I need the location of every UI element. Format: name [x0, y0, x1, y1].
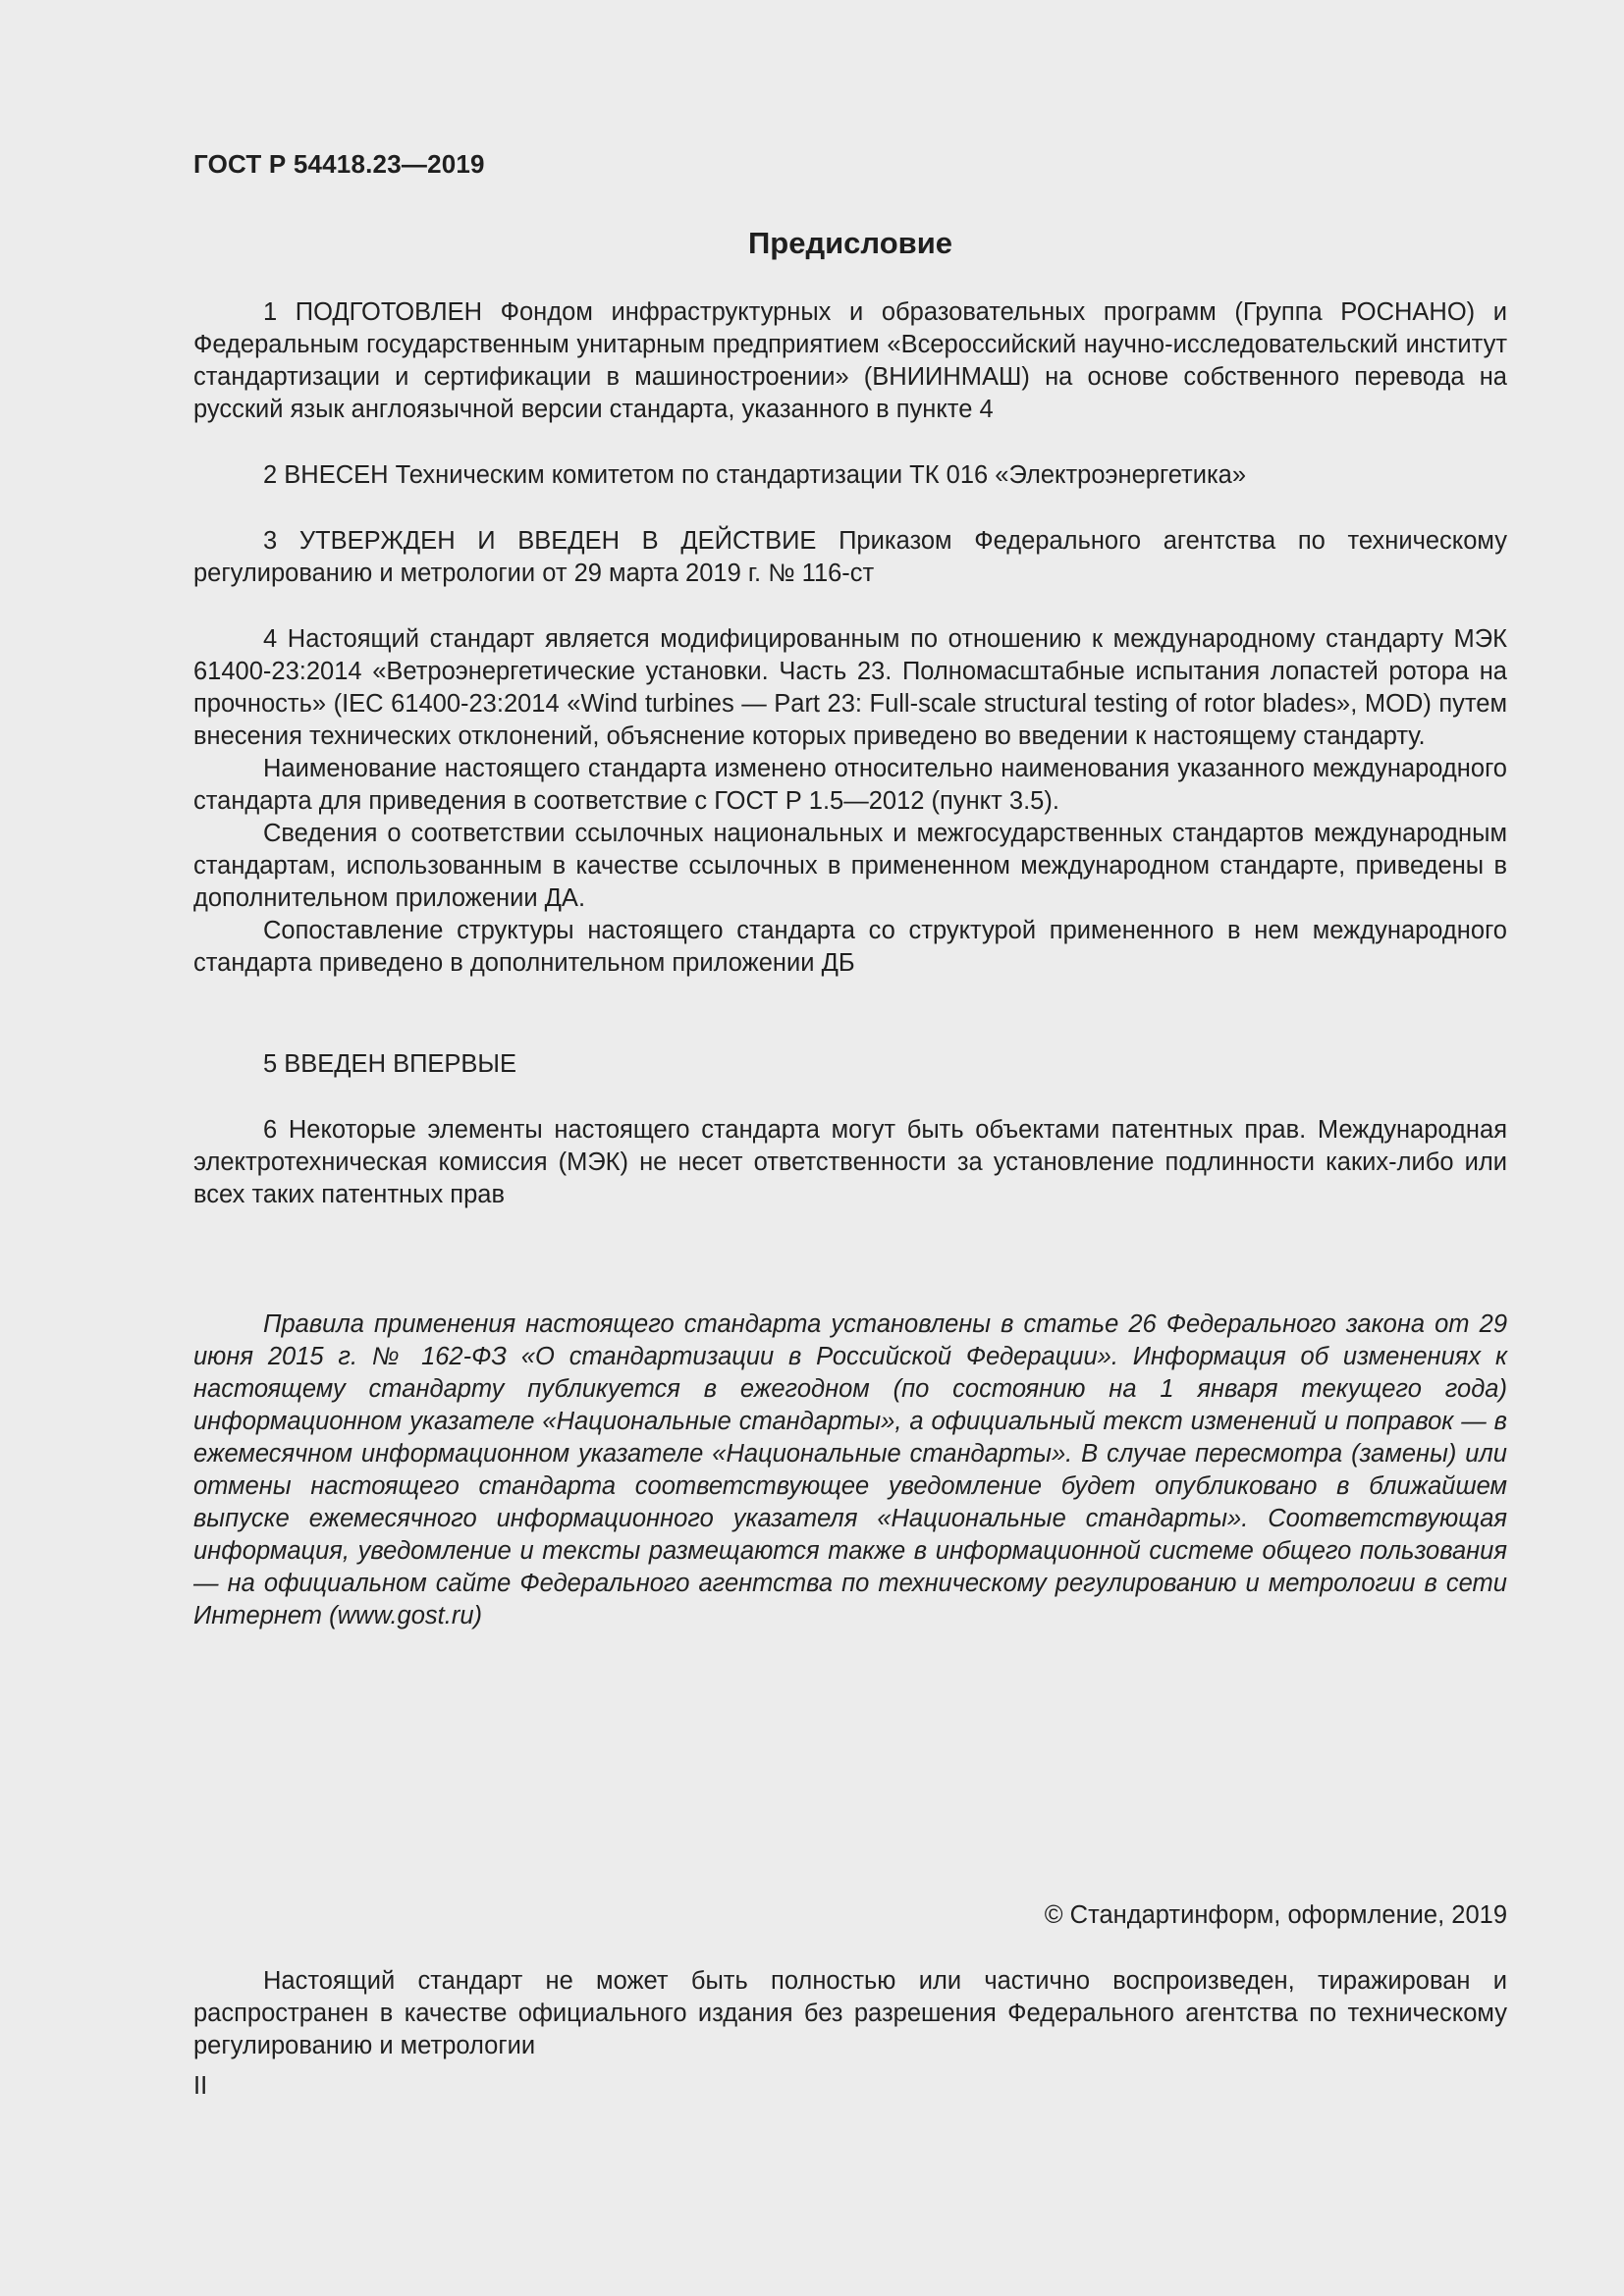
item-5: [193, 1048, 1507, 1081]
item-4-paragraph: Сопоставление структуры настоящего стандарта со структурой примененного в нем международного стандарта приведено в дополнительном приложении ДБ: [193, 917, 1507, 977]
item-4-paragraph: Наименование настоящего стандарта изменено относительно наименования указанного международного стандарта для приведения в соответствие с ГОСТ Р 1.5—2012 (пункт 3.5).: [193, 755, 1507, 815]
item-4-paragraph: Сведения о соответствии ссылочных национальных и межгосударственных стандартов международным стандартам, использованным в качестве ссылочных в примененном международном стандарте, приведены в дополнительном приложении ДА.: [193, 820, 1507, 912]
rules-note: [193, 1308, 1507, 1632]
item-6: [193, 1114, 1507, 1211]
item-1: [193, 296, 1507, 426]
copyright: © Стандартинформ, оформление, 2019: [1044, 1901, 1507, 1929]
item-4: [193, 623, 1507, 980]
page-title: Предисловие: [747, 226, 952, 260]
reproduction-notice-text: Настоящий стандарт не может быть полностью или частично воспроизведен, тиражирован и распространен в качестве официального издания без разрешения Федерального агентства по техническому регулированию и метрологии: [193, 1967, 1507, 2059]
item-4-paragraph: 4 Настоящий стандарт является модифицированным по отношению к международному стандарту МЭК 61400-23:2014 «Ветроэнергетические установки. Часть 23. Полномасштабные испытания лопастей ротора на прочность» (IEC 61400-23:2014 «Wind turbines — Part 23: Full-scale structural testing of rotor blades», MOD) путем внесения технических отклонений, объяснение которых приведено во введении к настоящему стандарту.: [193, 625, 1507, 750]
item-6-text: 6 Некоторые элементы настоящего стандарта могут быть объектами патентных прав. Международная электротехническая комиссия (МЭК) не несет ответственности за установление подлинности каких-либо или всех таких патентных прав: [193, 1116, 1507, 1208]
reproduction-notice: [193, 1965, 1507, 2062]
document-code: ГОСТ Р 54418.23—2019: [193, 149, 485, 179]
item-2-text: 2 ВНЕСЕН Техническим комитетом по стандартизации ТК 016 «Электроэнергетика»: [263, 461, 1247, 489]
page-number: II: [193, 2072, 208, 2100]
item-1-text: 1 ПОДГОТОВЛЕН Фондом инфраструктурных и образовательных программ (Группа РОСНАНО) и Федеральным государственным унитарным предприятием «Всероссийский научно-исследовательский институт стандартизации и сертификации в машиностроении» (ВНИИНМАШ) на основе собственного перевода на русский язык англоязычной версии стандарта, указанного в пункте 4: [193, 298, 1507, 423]
item-3: [193, 525, 1507, 590]
item-5-text: 5 ВВЕДЕН ВПЕРВЫЕ: [263, 1050, 517, 1078]
item-3-text: 3 УТВЕРЖДЕН И ВВЕДЕН В ДЕЙСТВИЕ Приказом Федерального агентства по техническому регулированию и метрологии от 29 марта 2019 г. № 116-ст: [193, 527, 1507, 587]
item-2: [193, 459, 1507, 492]
rules-note-text: Правила применения настоящего стандарта установлены в статье 26 Федерального закона от 29 июня 2015 г. № 162-ФЗ «О стандартизации в Российской Федерации». Информация об изменениях к настоящему стандарту публикуется в ежегодном (по состоянию на 1 января текущего года) информационном указателе «Национальные стандарты», а официальный текст изменений и поправок — в ежемесячном информационном указателе «Национальные стандарты». В случае пересмотра (замены) или отмены настоящего стандарта соответствующее уведомление будет опубликовано в ближайшем выпуске ежемесячного информационного указателя «Национальные стандарты». Соответствующая информация, уведомление и тексты размещаются также в информационной системе общего пользования — на официальном сайте Федерального агентства по техническому регулированию и метрологии в сети Интернет (www.gost.ru): [193, 1310, 1507, 1629]
